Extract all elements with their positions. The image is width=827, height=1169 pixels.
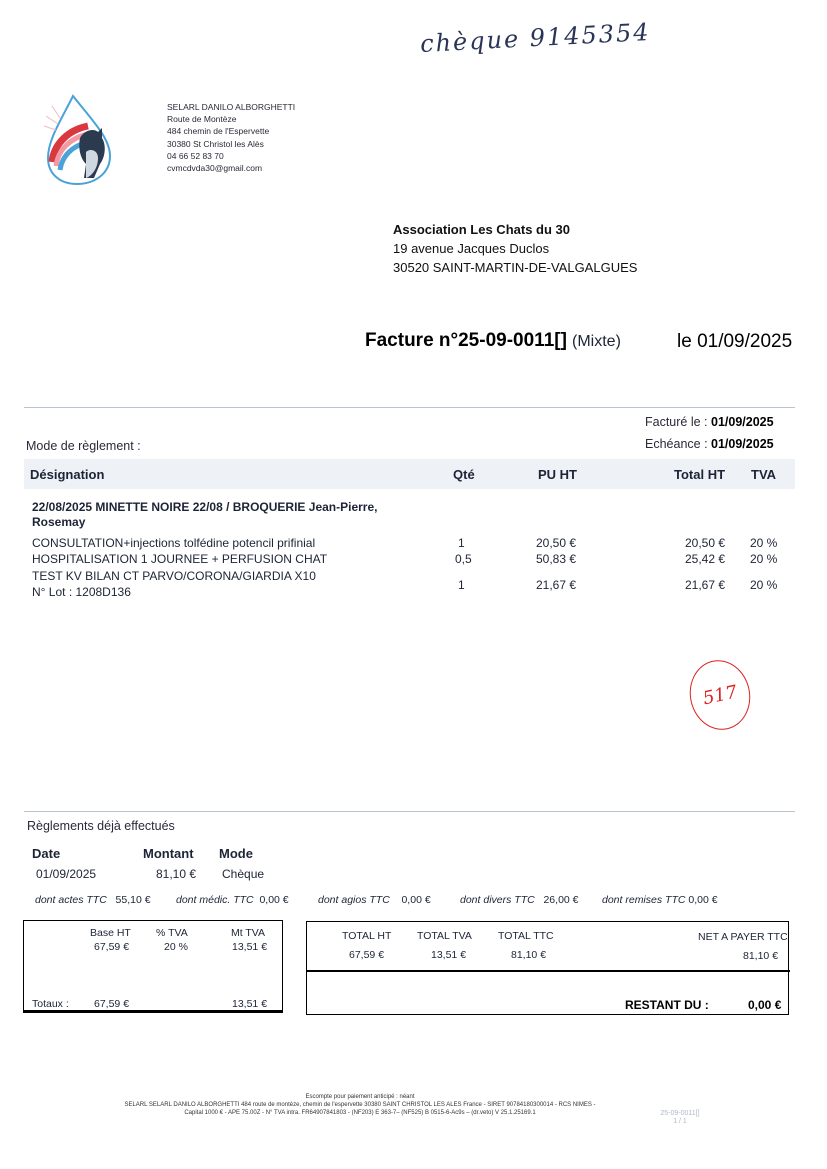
recipient-address — [393, 220, 637, 277]
vat-totaux-mt: 13,51 € — [232, 998, 268, 1010]
row-pu: 21,67 € — [536, 578, 577, 592]
clinic-line3: 30380 St Christol les Alès — [167, 138, 264, 149]
row-total: 21,67 € — [685, 578, 726, 592]
totals-h-net: NET A PAYER TTC — [698, 931, 788, 943]
handwritten-stamp: 517 — [683, 655, 756, 736]
row-pu: 20,50 € — [536, 536, 577, 550]
divider — [24, 407, 795, 408]
breakdown-divers — [460, 894, 579, 906]
row-total: 20,50 € — [685, 536, 726, 550]
invoice-kind: (Mixte) — [572, 333, 621, 350]
invoice-date: le 01/09/2025 — [677, 331, 793, 352]
restant-du-value: 0,00 € — [748, 998, 782, 1012]
totals-ttc: 81,10 € — [511, 949, 547, 961]
recipient-street: 19 avenue Jacques Duclos — [393, 241, 550, 256]
clinic-email: cvmcdvda30@gmail.com — [167, 163, 263, 174]
clinic-name: SELARL DANILO ALBORGHETTI — [167, 102, 296, 112]
footer-ref-block — [640, 1110, 720, 1126]
vat-h-base: Base HT — [90, 927, 131, 939]
payment-date: 01/09/2025 — [36, 867, 97, 881]
breakdown-value: 0,00 € — [401, 894, 431, 906]
group-header-line1: 22/08/2025 MINETTE NOIRE 22/08 / BROQUERIE Jean-Pierre, — [32, 500, 378, 514]
table-row — [32, 536, 315, 550]
vat-totaux-base: 67,59 € — [94, 998, 130, 1010]
clinic-logo — [40, 92, 120, 187]
clinic-address — [167, 101, 295, 174]
breakdown-label: dont remises TTC — [602, 894, 686, 906]
breakdown-remises — [602, 894, 718, 906]
payments-col-date: Date — [32, 846, 61, 861]
divider — [23, 1010, 283, 1012]
echeance-label: Echéance : — [645, 437, 708, 451]
payments-col-montant: Montant — [143, 846, 194, 861]
group-header-line2: Rosemay — [32, 515, 86, 529]
payments-title: Règlements déjà effectués — [27, 819, 175, 833]
facture-le-value: 01/09/2025 — [711, 415, 774, 429]
vat-mt: 13,51 € — [232, 941, 268, 953]
footer-line3: Capital 1000 € - APE 75.00Z - N° TVA intra. FR64907841803 - (NF203) E 363-7– (NF525) B 0515-6-Ac9s – (dr.veto) V 25.1.25169.1 — [184, 1110, 536, 1116]
breakdown-value: 26,00 € — [543, 894, 579, 906]
col-pu: PU HT — [538, 467, 577, 482]
totals-ht: 67,59 € — [349, 949, 385, 961]
breakdown-value: 0,00 € — [259, 894, 289, 906]
payment-mode-label: Mode de règlement : — [26, 439, 141, 453]
row-tva: 20 % — [750, 536, 778, 550]
clinic-line1: Route de Montèze — [167, 114, 237, 125]
row-qte: 1 — [458, 536, 465, 550]
breakdown-actes — [35, 894, 151, 906]
row-qte: 1 — [458, 578, 465, 592]
handwritten-note: chèque 9145354 — [419, 17, 652, 59]
footer-page: 1 / 1 — [673, 1118, 687, 1125]
totals-tva: 13,51 € — [431, 949, 467, 961]
totals-h-tva: TOTAL TVA — [417, 930, 472, 942]
breakdown-label: dont divers TTC — [460, 894, 535, 906]
footer-ref: 25-09-0011[] — [660, 1110, 700, 1117]
facture-le — [645, 415, 774, 429]
row-qte: 0,5 — [455, 552, 472, 566]
breakdown-label: dont médic. TTC — [176, 894, 254, 906]
row-designation: TEST KV BILAN CT PARVO/CORONA/GIARDIA X10 — [32, 569, 316, 583]
vat-base: 67,59 € — [94, 941, 130, 953]
footer-line2: SELARL SELARL DANILO ALBORGHETTI 484 route de montèze, chemin de l'espervette 30380 SAINT CHRISTOL LES ALES France - SIRET 90784180300014 - RCS NIMES - — [124, 1102, 596, 1108]
clinic-phone: 04 66 52 83 70 — [167, 150, 224, 161]
clinic-line2: 484 chemin de l'Espervette — [167, 126, 270, 137]
payment-mode: Chèque — [222, 867, 265, 881]
table-row — [32, 569, 316, 583]
restant-du-label: RESTANT DU : — [625, 998, 709, 1012]
col-total: Total HT — [674, 467, 726, 482]
vat-pct: 20 % — [164, 941, 188, 953]
row-designation: HOSPITALISATION 1 JOURNEE + PERFUSION CHAT — [32, 552, 328, 566]
row-tva: 20 % — [750, 578, 778, 592]
echeance — [645, 437, 774, 451]
row-total: 25,42 € — [685, 552, 726, 566]
breakdown-value: 0,00 € — [688, 894, 718, 906]
col-designation: Désignation — [30, 467, 105, 482]
breakdown-medic — [176, 894, 289, 906]
facture-le-label: Facturé le : — [645, 415, 708, 429]
row-tva: 20 % — [750, 552, 778, 566]
totals-h-ttc: TOTAL TTC — [498, 930, 554, 942]
group-header — [32, 500, 377, 530]
divider — [306, 970, 790, 972]
breakdown-label: dont agios TTC — [318, 894, 390, 906]
recipient-city: 30520 SAINT-MARTIN-DE-VALGALGUES — [393, 260, 638, 275]
totals-net: 81,10 € — [743, 950, 779, 962]
payments-col-mode: Mode — [219, 846, 253, 861]
totals-h-ht: TOTAL HT — [342, 930, 392, 942]
breakdown-agios — [318, 894, 431, 906]
footer — [0, 1093, 720, 1117]
col-tva: TVA — [751, 467, 777, 482]
row-designation: CONSULTATION+injections tolfédine potencil prifinial — [32, 536, 316, 550]
payment-amount: 81,10 € — [156, 867, 197, 881]
invoice-number: Facture n°25-09-0011[] — [365, 330, 567, 351]
vat-totaux-label: Totaux : — [32, 998, 69, 1010]
lot-number: N° Lot : 1208D136 — [32, 585, 131, 599]
echeance-value: 01/09/2025 — [711, 437, 774, 451]
recipient-name: Association Les Chats du 30 — [393, 222, 570, 237]
footer-line1: Escompte pour paiement anticipé : néant — [305, 1094, 415, 1100]
invoice-heading — [365, 330, 621, 352]
breakdown-value: 55,10 € — [115, 894, 151, 906]
breakdown-label: dont actes TTC — [35, 894, 107, 906]
divider — [24, 811, 795, 812]
row-pu: 50,83 € — [536, 552, 577, 566]
col-qte: Qté — [453, 467, 475, 482]
table-row — [32, 552, 327, 566]
vat-h-mt: Mt TVA — [231, 927, 266, 939]
vat-h-pct: % TVA — [156, 927, 188, 939]
